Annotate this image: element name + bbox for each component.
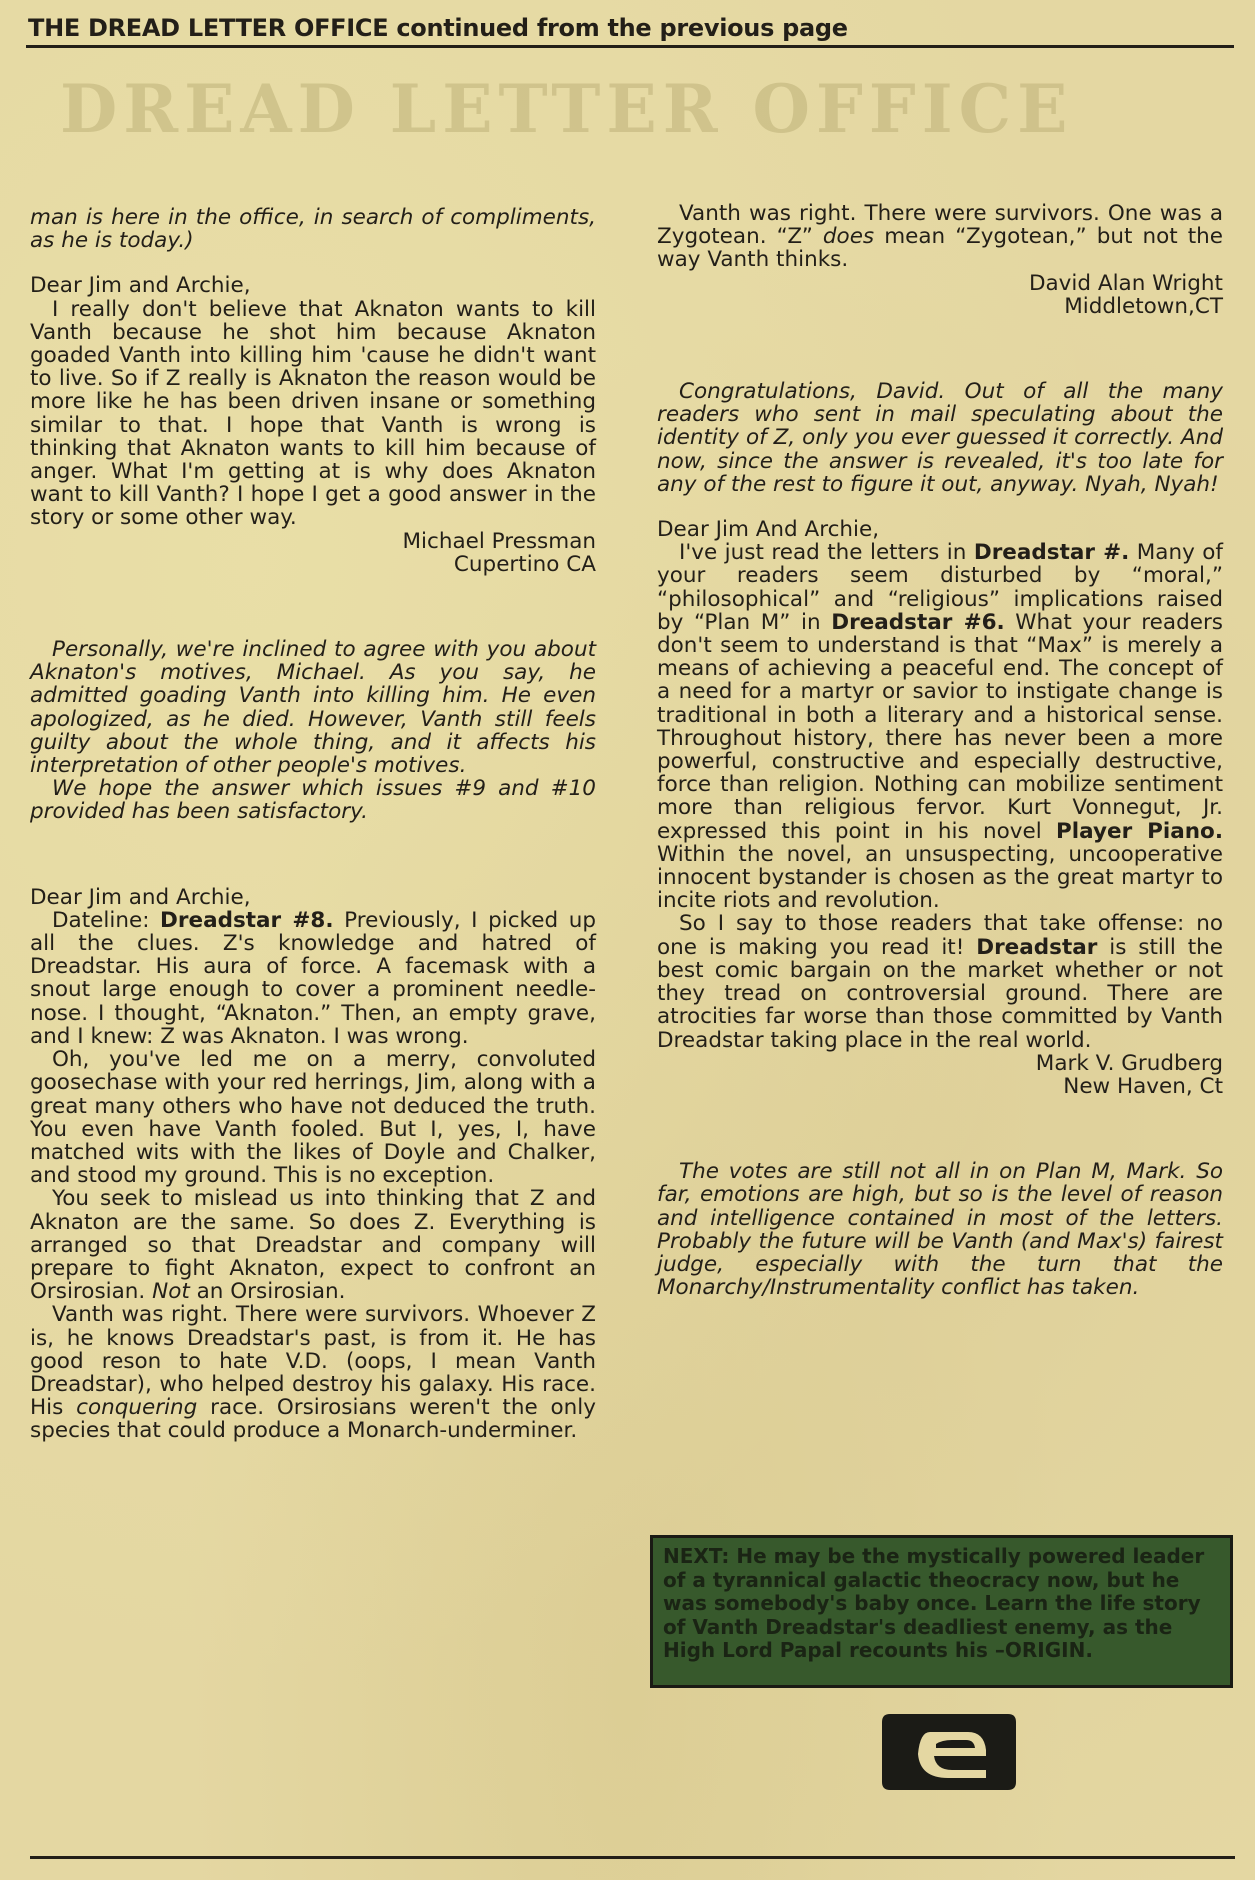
left-column: [30, 206, 596, 1443]
paragraph-text: You seek to mislead us into thinking that Z and Aknaton are the same. So does Z. Everything is arranged so that Dreadstar and company will prepare to fight Aknaton, expect to confront an Orsirosian.: [30, 1186, 596, 1305]
letter-salutation: Dear Jim and Archie,: [30, 884, 251, 910]
issue-reference: Dreadstar #.: [973, 540, 1130, 566]
paragraph-text: Vanth was right. There were survivors. Whoever Z is, he knows Dreadstar's past, is from it. He has good reson to hate V.D. (oops, I mean Vanth Dreadstar), who helped destroy his galaxy. His race. His: [30, 1302, 596, 1421]
page-title: THE DREAD LETTER OFFICE continued from the previous page: [28, 14, 848, 42]
letter-paragraph: [657, 541, 1223, 912]
ghost-title-bleedthrough: DREAD LETTER OFFICE: [60, 70, 1074, 145]
emphasis-text: Not: [152, 1279, 190, 1305]
right-column: [657, 202, 1223, 1299]
letter-paragraph: [657, 912, 1223, 1051]
paragraph-text: Previously, I picked up all the clues. Z's knowledge and hatred of Dreadstar. His aura of force. A facemask with a snout large enough to cover a prominent needle-nose. I thought, “Aknaton.” Then, an empty grave, and I knew: Z was Aknaton. I was wrong.: [30, 907, 596, 1049]
paragraph-text: What your readers don't seem to understand is that “Max” is merely a means of achieving a peaceful end. The concept of a need for a martyr or savior to instigate change is traditional in both a literary and a historical sense. Throughout history, there has never been a more powerful, constructive and especially destructive, force than religion. Nothing can mobilize sentiment more than religious fervor. Kurt Vonnegut, Jr. expressed this point in his novel: [657, 609, 1223, 844]
editor-reply: Congratulations, David. Out of all the many readers who sent in mail speculating about the identity of Z, only you ever guessed it correctly. And now, since the answer is revealed, it's too late for any of the rest to figure it out, anyway. Nyah, Nyah!: [657, 379, 1223, 497]
letter-signature-name: Michael Pressman: [402, 528, 596, 554]
letter-signature-place: Cupertino CA: [453, 551, 596, 577]
book-title: Player Piano.: [1056, 818, 1223, 844]
paragraph-text: race. Orsirosians weren't the only species that could produce a Monarch-underminer.: [30, 1395, 596, 1444]
letter-paragraph: [30, 909, 596, 1048]
issue-reference: Dreadstar #8.: [160, 907, 334, 933]
epic-e-logo-icon-svg: [880, 1712, 1018, 1792]
emphasis-text: conquering: [76, 1395, 198, 1421]
footer-rule: [30, 1856, 1235, 1859]
letter-salutation: Dear Jim and Archie,: [30, 273, 251, 299]
dateline-label: Dateline:: [52, 907, 161, 933]
letter-signature-name: Mark V. Grudberg: [1035, 1050, 1223, 1076]
next-issue-box: [650, 1535, 1233, 1688]
paragraph-text: So I say to those readers that take offense: no one is making you read it!: [657, 911, 1223, 960]
issue-reference: Dreadstar #6.: [831, 609, 1005, 635]
letter-paragraph: [30, 1187, 596, 1303]
letter-salutation: Dear Jim And Archie,: [657, 517, 880, 543]
letter-body: I really don't believe that Aknaton wants to kill Vanth because he shot him because Aknaton goaded Vanth into killing him 'cause he didn't want to live. So if Z really is Aknaton the reason would be more like he has been driven insane or something similar to that. I hope that Vanth is wrong is thinking that Aknaton wants to kill him because of anger. What I'm getting at is why does Aknaton want to kill Vanth? I hope I get a good answer in the story or some other way.: [30, 296, 596, 531]
paragraph-text: an Orsirosian.: [189, 1279, 346, 1305]
letter-paragraph: [657, 202, 1223, 272]
editor-reply: The votes are still not all in on Plan M, Mark. So far, emotions are high, but so is the level of reason and intelligence contained in most of the letters. Probably the future will be Vanth (and Max's) fairest judge, especially with the turn that the Monarchy/Instrumentality conflict has taken.: [657, 1159, 1223, 1301]
letter-signature-name: David Alan Wright: [1028, 270, 1223, 296]
letter-signature-place: New Haven, Ct: [1063, 1073, 1223, 1099]
epic-e-logo-icon: [880, 1712, 1018, 1792]
emphasis-text: does: [822, 224, 875, 250]
next-issue-text: NEXT: He may be the mystically powered leader of a tyrannical galactic theocracy now, but he was somebody's baby once. Learn the life story of Vanth Dreadstar's deadliest enemy, as the High Lord Papal recounts his –ORIGIN.: [663, 1544, 1205, 1662]
paragraph-text: Many of your readers seem disturbed by “moral,” “philosophical” and “religious” implications raised by “Plan M” in: [657, 540, 1223, 635]
paragraph-text: I've just read the letters in: [679, 540, 974, 566]
page-header: [26, 12, 1234, 48]
paragraph-text: is still the best comic bargain on the market whether or not they tread on controversial ground. There are atrocities far worse than those committed by Vanth Dreadstar taking place in the real world.: [657, 934, 1224, 1053]
paragraph-text: mean “Zygotean,” but not the way Vanth thinks.: [657, 224, 1224, 273]
editor-reply: Personally, we're inclined to agree with you about Aknaton's motives, Michael. As you say, he admitted goading Vanth into killing him. He even apologized, as he died. However, Vanth still feels guilty about the whole thing, and it affects his interpretation of other people's motives.: [30, 637, 596, 779]
paragraph-text: Within the novel, an unsuspecting, uncooperative innocent bystander is chosen as the great martyr to incite riots and revolution.: [657, 841, 1223, 914]
letter-signature-place: Middletown,CT: [1064, 293, 1223, 319]
paragraph-text: Vanth was right. There were survivors. One was a Zygotean. “Z”: [657, 201, 1223, 250]
carryover-text: man is here in the office, in search of compliments, as he is today.): [30, 205, 596, 254]
letter-paragraph: Oh, you've led me on a merry, convoluted goosechase with your red herrings, Jim, along with a great many others who have not deduced the truth. You even have Vanth fooled. But I, yes, I, have matched wits with the likes of Doyle and Chalker, and stood my ground. This is no exception.: [30, 1047, 596, 1189]
comic-title: Dreadstar: [976, 934, 1098, 960]
letter-paragraph: [30, 1303, 596, 1442]
editor-reply: We hope the answer which issues #9 and #10 provided has been satisfactory.: [30, 776, 596, 825]
